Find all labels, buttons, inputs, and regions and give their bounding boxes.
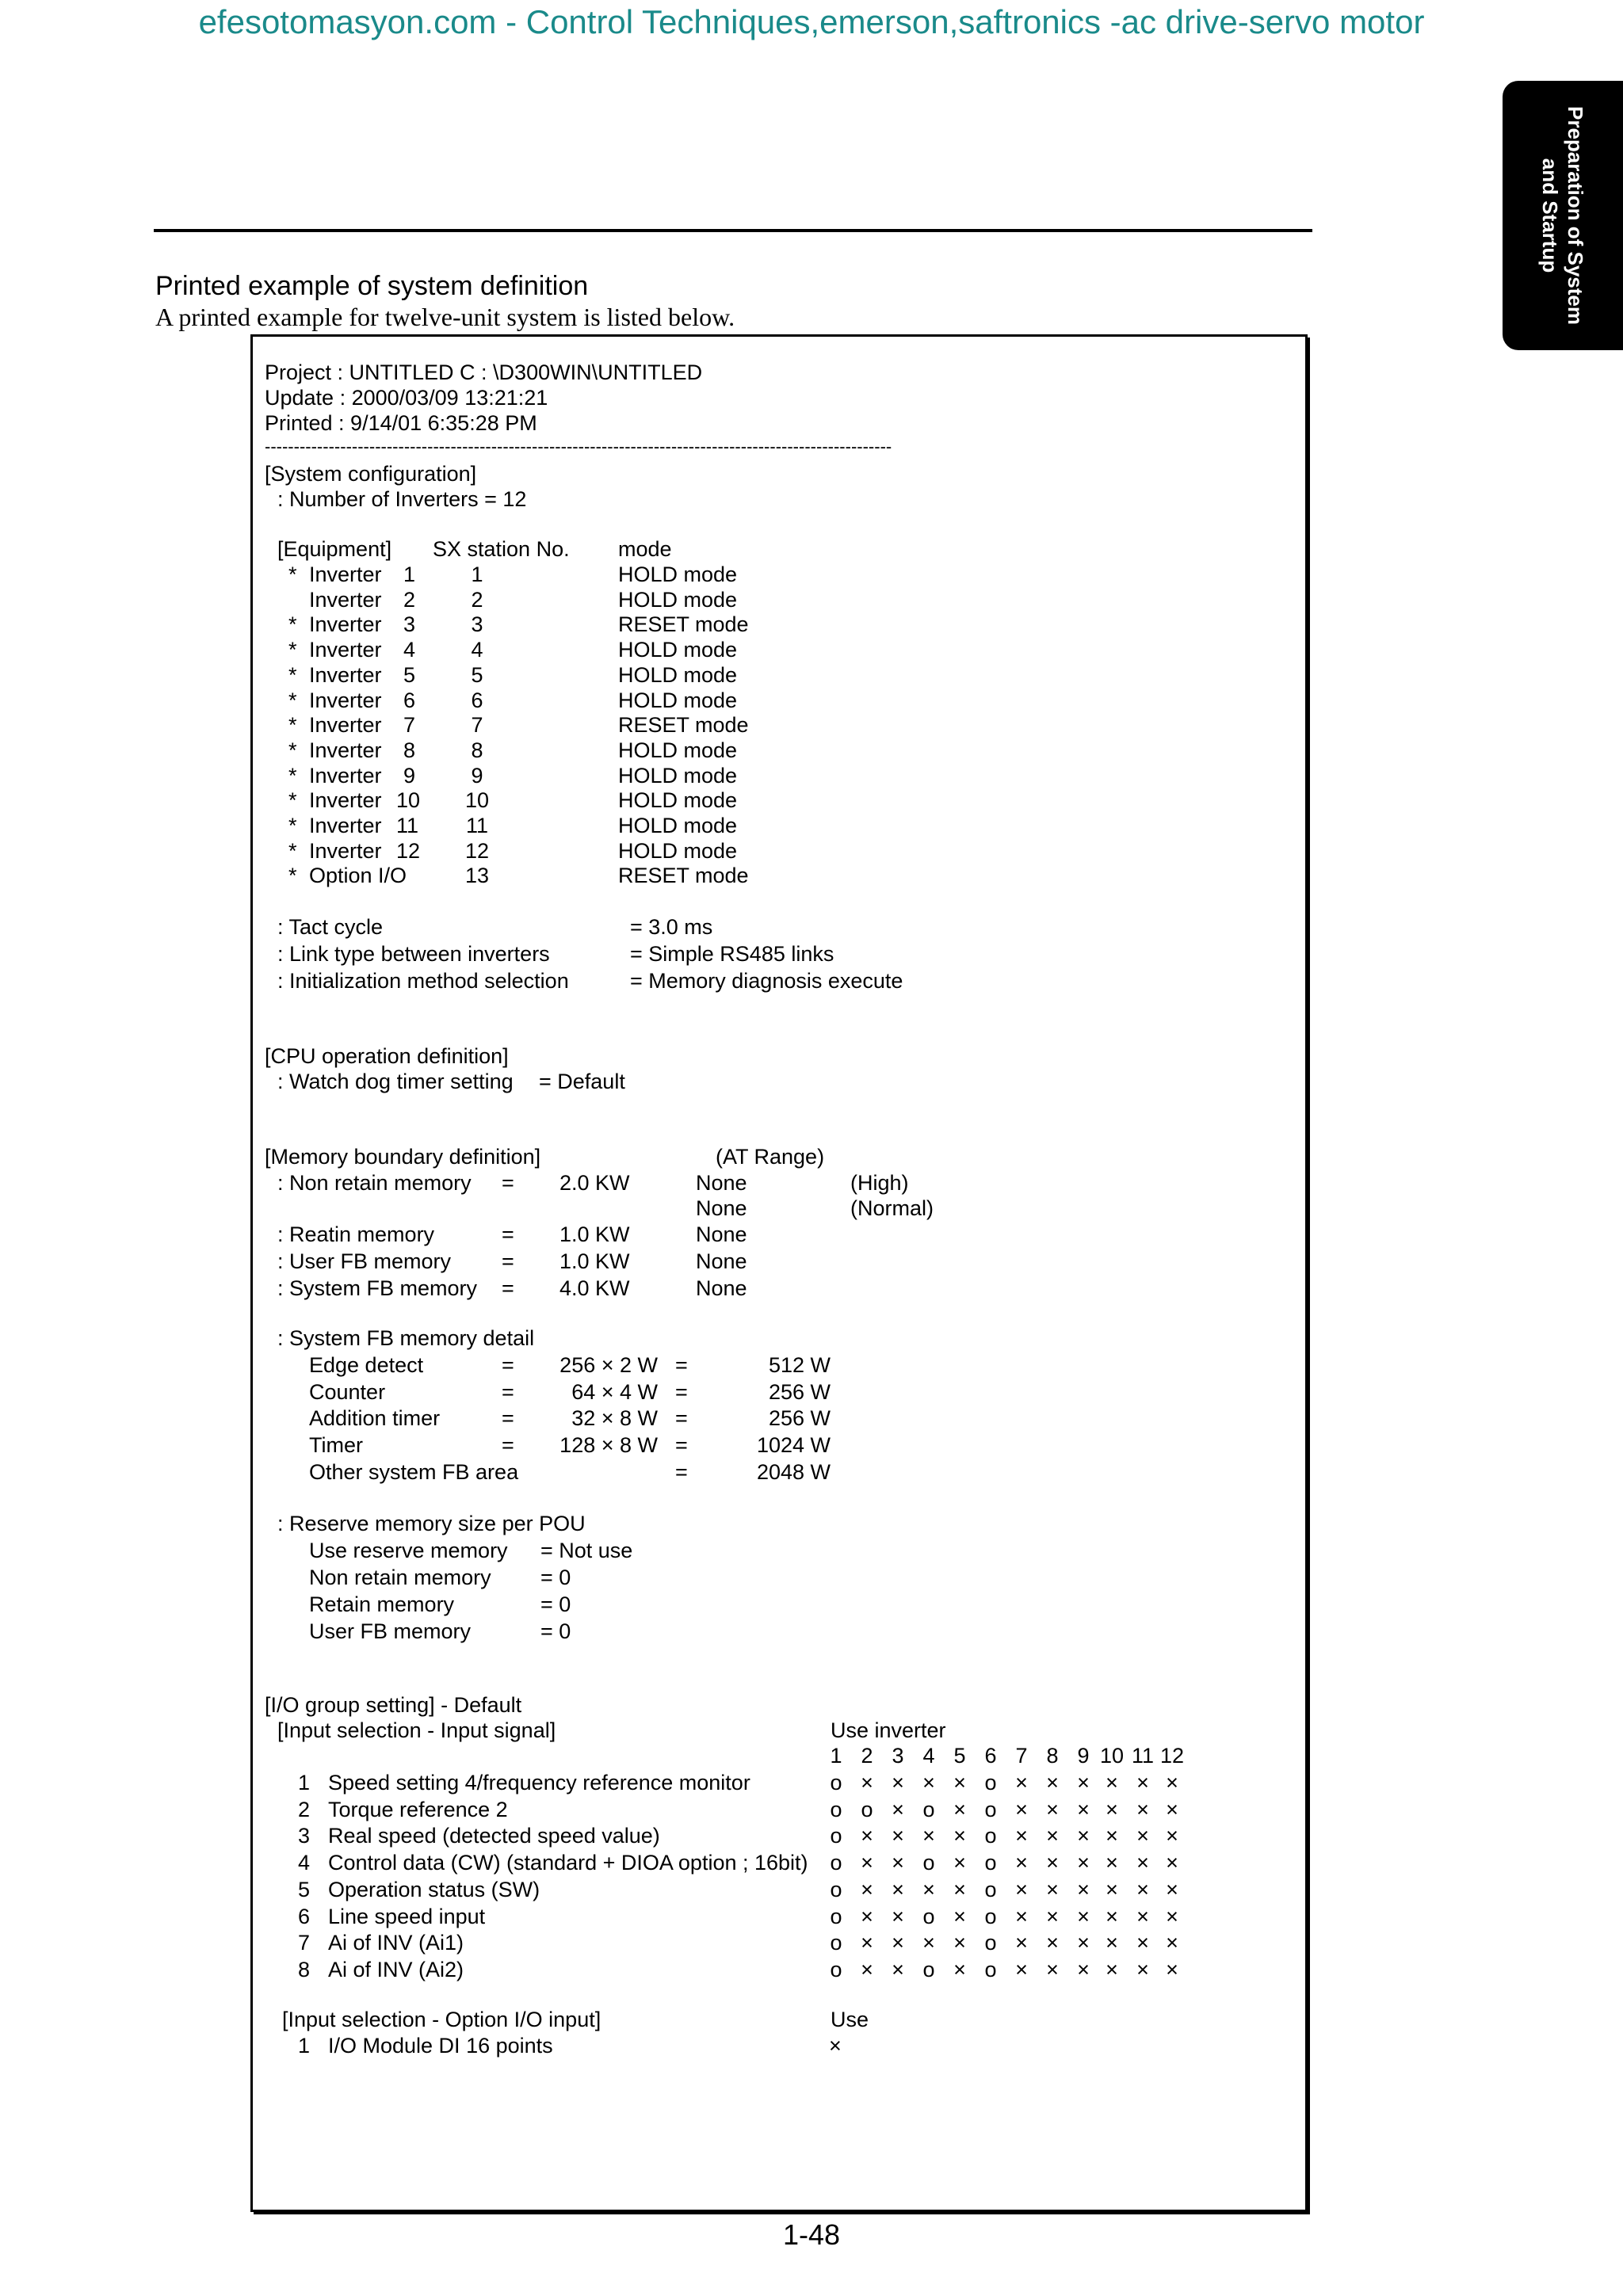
- memory-size: 1.0 KW: [559, 1249, 630, 1273]
- signal-mark: o: [830, 1904, 842, 1928]
- signal-mark: ×: [861, 1824, 873, 1848]
- reserve-value: = 0: [540, 1592, 571, 1616]
- inverter-number: 11: [1131, 1744, 1155, 1768]
- signal-mark: o: [861, 1797, 873, 1821]
- equipment-number: 11: [396, 814, 419, 837]
- memory-label: : Reatin memory: [277, 1222, 435, 1246]
- equipment-number: 9: [403, 763, 415, 788]
- equipment-mode: HOLD mode: [618, 638, 738, 662]
- signal-mark: ×: [953, 1904, 966, 1928]
- memory-label: : User FB memory: [277, 1249, 452, 1273]
- equipment-star: *: [288, 638, 297, 662]
- signal-no: 3: [298, 1824, 311, 1848]
- signal-mark: ×: [892, 1877, 904, 1901]
- inverter-number: 7: [1015, 1744, 1028, 1768]
- fb-total: 1024 W: [756, 1433, 831, 1458]
- reserve-label: Use reserve memory: [309, 1539, 508, 1562]
- equipment-mode: HOLD mode: [618, 788, 738, 813]
- reserve-value: = 0: [540, 1566, 571, 1589]
- signal-mark: ×: [1046, 1771, 1059, 1794]
- equipment-name: Inverter: [309, 612, 382, 637]
- use-inverter-header: Use inverter: [831, 1718, 946, 1742]
- signal-no: 6: [298, 1904, 311, 1928]
- signal-name: Real speed (detected speed value): [328, 1824, 660, 1848]
- fb-expr: 128 × 8 W: [559, 1433, 658, 1458]
- fb-eq2: =: [675, 1406, 688, 1431]
- fb-total: 256 W: [768, 1406, 831, 1431]
- signal-mark: ×: [1136, 1904, 1149, 1928]
- fb-expr: 64 × 4 W: [571, 1379, 658, 1404]
- signal-mark: ×: [1166, 1771, 1178, 1794]
- signal-mark: o: [922, 1904, 935, 1928]
- cpu-title: [CPU operation definition]: [265, 1044, 509, 1068]
- signal-mark: ×: [892, 1824, 904, 1848]
- equipment-station: 2: [471, 587, 483, 612]
- inverter-number: 6: [984, 1744, 997, 1768]
- system-config-title: [System configuration]: [265, 462, 477, 486]
- equipment-mode: HOLD mode: [618, 563, 738, 586]
- equipment-number: 4: [403, 638, 415, 662]
- fb-eq1: =: [502, 1433, 514, 1458]
- equipment-name: Inverter: [309, 838, 382, 863]
- memory-eq: =: [502, 1249, 514, 1273]
- memory-level: (High): [850, 1171, 909, 1195]
- equipment-station: 6: [471, 688, 483, 712]
- equipment-station: 11: [465, 814, 489, 837]
- signal-mark: o: [922, 1851, 935, 1875]
- equipment-mode: HOLD mode: [618, 738, 738, 762]
- signal-mark: o: [830, 1824, 842, 1848]
- signal-mark: o: [984, 1851, 997, 1875]
- signal-mark: o: [984, 1771, 997, 1794]
- fb-eq1: =: [502, 1353, 514, 1377]
- signal-no: 1: [298, 1771, 311, 1794]
- signal-mark: ×: [1015, 1771, 1028, 1794]
- signal-mark: ×: [1015, 1851, 1028, 1875]
- signal-no: 7: [298, 1931, 311, 1955]
- fb-name: Timer: [309, 1433, 363, 1458]
- equipment-station: 3: [471, 612, 483, 637]
- signal-name: Operation status (SW): [328, 1877, 540, 1901]
- signal-no: 4: [298, 1851, 311, 1875]
- equipment-number: 7: [403, 713, 415, 738]
- signal-mark: ×: [1077, 1824, 1090, 1848]
- equipment-mode: HOLD mode: [618, 763, 738, 788]
- signal-mark: ×: [1166, 1851, 1178, 1875]
- fb-total: 512 W: [768, 1353, 831, 1377]
- fb-name: Other system FB area: [309, 1459, 519, 1484]
- signal-mark: o: [830, 1957, 842, 1981]
- chapter-tab: [1503, 81, 1623, 350]
- signal-mark: ×: [892, 1957, 904, 1981]
- fb-eq1: =: [502, 1406, 514, 1431]
- equipment-name: Inverter: [309, 688, 382, 712]
- signal-mark: ×: [1077, 1851, 1090, 1875]
- equipment-star: *: [288, 838, 297, 863]
- signal-mark: o: [922, 1797, 935, 1821]
- signal-mark: ×: [953, 1851, 966, 1875]
- memory-size: 1.0 KW: [559, 1222, 630, 1246]
- equipment-station: 9: [471, 763, 483, 788]
- signal-mark: ×: [1136, 1877, 1149, 1901]
- signal-mark: ×: [1077, 1957, 1090, 1981]
- equipment-station: 12: [464, 838, 490, 863]
- memory-at: None: [696, 1249, 747, 1273]
- fb-name: Counter: [309, 1379, 386, 1404]
- signal-mark: ×: [1046, 1957, 1059, 1981]
- signal-name: Ai of INV (Ai2): [328, 1957, 464, 1981]
- signal-mark: o: [984, 1931, 997, 1955]
- signal-mark: o: [984, 1957, 997, 1981]
- equipment-name: Inverter: [309, 788, 382, 813]
- signal-mark: o: [922, 1957, 935, 1981]
- signal-mark: ×: [892, 1771, 904, 1794]
- setting-value: = Simple RS485 links: [630, 942, 834, 966]
- signal-mark: ×: [953, 1877, 966, 1901]
- signal-no: 8: [298, 1957, 311, 1981]
- signal-mark: ×: [892, 1931, 904, 1955]
- equipment-star: *: [288, 713, 297, 738]
- fb-detail-title: : System FB memory detail: [277, 1326, 535, 1350]
- equipment-number: 2: [403, 587, 415, 612]
- equipment-number: 8: [403, 738, 415, 762]
- option-row-name: I/O Module DI 16 points: [328, 2034, 553, 2058]
- frame-shadow-right: [1308, 338, 1310, 2214]
- inverter-number: 3: [892, 1744, 904, 1768]
- input-signal-title: [Input selection - Input signal]: [277, 1718, 556, 1742]
- equipment-mode: HOLD mode: [618, 838, 738, 863]
- memory-label: : System FB memory: [277, 1276, 478, 1300]
- equipment-star: *: [288, 738, 297, 762]
- memory-size: 4.0 KW: [559, 1276, 630, 1300]
- equipment-number: 5: [403, 662, 415, 687]
- signal-mark: ×: [1046, 1824, 1059, 1848]
- printed-line: Printed : 9/14/01 6:35:28 PM: [265, 411, 537, 435]
- signal-mark: o: [984, 1824, 997, 1848]
- signal-mark: ×: [861, 1771, 873, 1794]
- use-header: Use: [831, 2008, 869, 2031]
- equipment-number: 10: [396, 788, 421, 813]
- equipment-station: 13: [464, 864, 490, 888]
- equipment-mode: HOLD mode: [618, 814, 738, 837]
- equipment-number: 3: [403, 612, 415, 637]
- signal-mark: ×: [1166, 1824, 1178, 1848]
- signal-mark: ×: [861, 1957, 873, 1981]
- signal-mark: o: [830, 1797, 842, 1821]
- signal-mark: ×: [1106, 1851, 1118, 1875]
- station-header: SX station No.: [433, 537, 570, 561]
- signal-mark: ×: [1015, 1957, 1028, 1981]
- signal-mark: ×: [1106, 1904, 1118, 1928]
- memory-size: 2.0 KW: [559, 1171, 630, 1195]
- signal-mark: ×: [1166, 1931, 1178, 1955]
- signal-mark: ×: [1106, 1957, 1118, 1981]
- signal-mark: ×: [953, 1771, 966, 1794]
- signal-mark: ×: [922, 1931, 935, 1955]
- equipment-mode: RESET mode: [618, 864, 749, 888]
- site-banner[interactable]: efesotomasyon.com - Control Techniques,emerson,saftronics -ac drive-servo motor: [198, 3, 1425, 40]
- option-row-no: 1: [298, 2034, 311, 2058]
- memory-at: None: [696, 1171, 747, 1195]
- update-line: Update : 2000/03/09 13:21:21: [265, 386, 548, 410]
- signal-mark: ×: [1046, 1904, 1059, 1928]
- inverter-number: 8: [1046, 1744, 1059, 1768]
- signal-mark: o: [984, 1904, 997, 1928]
- signal-no: 2: [298, 1797, 311, 1821]
- reserve-label: Non retain memory: [309, 1566, 491, 1589]
- equipment-star: *: [288, 662, 297, 687]
- equipment-name: Inverter: [309, 713, 382, 738]
- signal-mark: o: [984, 1797, 997, 1821]
- memory-at: None: [696, 1222, 747, 1246]
- memory-label: : Non retain memory: [277, 1171, 472, 1195]
- fb-name: Edge detect: [309, 1353, 424, 1377]
- equipment-mode: HOLD mode: [618, 688, 738, 712]
- fb-expr: 256 × 2 W: [559, 1353, 658, 1377]
- signal-mark: ×: [1046, 1797, 1059, 1821]
- signal-mark: o: [830, 1877, 842, 1901]
- signal-mark: ×: [922, 1824, 935, 1848]
- equipment-star: *: [288, 864, 297, 888]
- fb-total: 2048 W: [756, 1459, 831, 1484]
- equipment-name: Inverter: [309, 738, 382, 762]
- memory-eq: =: [502, 1222, 514, 1246]
- equipment-star: *: [288, 612, 297, 637]
- signal-mark: ×: [1136, 1957, 1149, 1981]
- setting-label: : Tact cycle: [277, 915, 384, 939]
- signal-mark: ×: [1077, 1771, 1090, 1794]
- equipment-name: Inverter: [309, 587, 382, 612]
- equipment-star: *: [288, 788, 297, 813]
- setting-value: = Memory diagnosis execute: [630, 969, 903, 993]
- signal-mark: o: [830, 1931, 842, 1955]
- fb-total: 256 W: [768, 1379, 831, 1404]
- memory-title: [Memory boundary definition]: [265, 1145, 541, 1169]
- separator-line: ------------------------------------------------------------------------------------------------------------: [265, 437, 892, 456]
- signal-mark: ×: [1015, 1797, 1028, 1821]
- equipment-number: 12: [396, 838, 421, 863]
- signal-mark: ×: [922, 1877, 935, 1901]
- reserve-value: = Not use: [540, 1539, 633, 1562]
- inverter-number: 9: [1077, 1744, 1090, 1768]
- signal-mark: ×: [1046, 1851, 1059, 1875]
- signal-mark: ×: [1106, 1797, 1118, 1821]
- signal-mark: ×: [1166, 1877, 1178, 1901]
- setting-label: : Link type between inverters: [277, 942, 550, 966]
- signal-mark: ×: [1106, 1877, 1118, 1901]
- option-io-title: [Input selection - Option I/O input]: [282, 2008, 601, 2031]
- inverter-number: 1: [830, 1744, 842, 1768]
- watchdog-value: = Default: [539, 1070, 625, 1093]
- signal-mark: ×: [1077, 1931, 1090, 1955]
- setting-label: : Initialization method selection: [277, 969, 569, 993]
- fb-eq2: =: [675, 1433, 688, 1458]
- equipment-number: 6: [403, 688, 415, 712]
- equipment-station: 1: [471, 563, 483, 586]
- memory-level: (Normal): [850, 1196, 934, 1220]
- equipment-station: 5: [471, 662, 483, 687]
- signal-mark: ×: [1136, 1771, 1149, 1794]
- signal-mark: ×: [922, 1771, 935, 1794]
- equipment-star: *: [288, 563, 297, 586]
- signal-mark: ×: [1136, 1797, 1149, 1821]
- signal-mark: ×: [953, 1797, 966, 1821]
- equipment-star: *: [288, 763, 297, 788]
- frame-shadow-bottom: [254, 2212, 1310, 2214]
- signal-mark: ×: [953, 1931, 966, 1955]
- num-inverters: : Number of Inverters = 12: [277, 487, 527, 511]
- inverter-number: 4: [922, 1744, 935, 1768]
- equipment-station: 7: [471, 713, 483, 738]
- signal-mark: ×: [1166, 1904, 1178, 1928]
- signal-mark: ×: [861, 1877, 873, 1901]
- signal-mark: ×: [1136, 1851, 1149, 1875]
- signal-mark: ×: [1077, 1797, 1090, 1821]
- signal-mark: ×: [861, 1904, 873, 1928]
- project-line: Project : UNTITLED C : \D300WIN\UNTITLED: [265, 360, 703, 384]
- signal-name: Line speed input: [328, 1904, 486, 1928]
- signal-mark: ×: [892, 1851, 904, 1875]
- fb-eq2: =: [675, 1459, 688, 1484]
- signal-mark: ×: [1106, 1771, 1118, 1794]
- equipment-mode: HOLD mode: [618, 662, 738, 687]
- equipment-station: 4: [471, 638, 483, 662]
- inverter-number: 5: [953, 1744, 966, 1768]
- equipment-name: Inverter: [309, 814, 382, 837]
- signal-mark: o: [830, 1771, 842, 1794]
- equipment-name: Inverter: [309, 638, 382, 662]
- equipment-mode: RESET mode: [618, 612, 749, 637]
- signal-mark: o: [830, 1851, 842, 1875]
- memory-at: None: [696, 1276, 747, 1300]
- fb-name: Addition timer: [309, 1406, 441, 1431]
- chapter-tab-label: Preparation of System and Startup: [1538, 106, 1587, 325]
- equipment-mode: RESET mode: [618, 713, 749, 738]
- at-range-header: (AT Range): [716, 1145, 825, 1169]
- equipment-mode: HOLD mode: [618, 587, 738, 612]
- signal-mark: ×: [892, 1904, 904, 1928]
- signal-mark: ×: [953, 1824, 966, 1848]
- reserve-value: = 0: [540, 1619, 571, 1643]
- equipment-station: 8: [471, 738, 483, 762]
- signal-mark: ×: [861, 1931, 873, 1955]
- equipment-station: 10: [464, 788, 490, 813]
- equipment-star: *: [288, 814, 297, 837]
- signal-mark: ×: [1015, 1824, 1028, 1848]
- mode-header: mode: [618, 537, 672, 561]
- equipment-number: 1: [403, 563, 415, 586]
- equipment-star: *: [288, 688, 297, 712]
- page-number: 1-48: [782, 2218, 841, 2251]
- signal-mark: ×: [1015, 1931, 1028, 1955]
- memory-at: None: [696, 1196, 747, 1220]
- equipment-name: Inverter: [309, 763, 382, 788]
- signal-mark: ×: [1136, 1931, 1149, 1955]
- signal-mark: ×: [1106, 1824, 1118, 1848]
- inverter-number: 10: [1100, 1744, 1125, 1768]
- equipment-name: Inverter: [309, 662, 382, 687]
- signal-mark: ×: [1166, 1957, 1178, 1981]
- reserve-label: Retain memory: [309, 1592, 455, 1616]
- fb-expr: 32 × 8 W: [571, 1406, 658, 1431]
- signal-name: Control data (CW) (standard + DIOA option ; 16bit): [328, 1851, 808, 1875]
- fb-eq2: =: [675, 1353, 688, 1377]
- signal-name: Torque reference 2: [328, 1797, 508, 1821]
- equipment-header: [Equipment]: [277, 537, 392, 561]
- signal-mark: ×: [1046, 1931, 1059, 1955]
- memory-eq: =: [502, 1276, 514, 1300]
- fb-eq1: =: [502, 1379, 514, 1404]
- signal-name: Ai of INV (Ai1): [328, 1931, 464, 1955]
- signal-mark: ×: [892, 1797, 904, 1821]
- watchdog-label: : Watch dog timer setting: [277, 1070, 514, 1093]
- signal-name: Speed setting 4/frequency reference monitor: [328, 1771, 750, 1794]
- signal-mark: ×: [1046, 1877, 1059, 1901]
- signal-mark: ×: [1015, 1877, 1028, 1901]
- reserve-title: : Reserve memory size per POU: [277, 1512, 586, 1535]
- equipment-name: Option I/O: [309, 864, 407, 888]
- intro-text: A printed example for twelve-unit system is listed below.: [155, 303, 735, 331]
- reserve-label: User FB memory: [309, 1619, 472, 1643]
- signal-mark: ×: [1015, 1904, 1028, 1928]
- setting-value: = 3.0 ms: [630, 915, 713, 939]
- signal-mark: ×: [1106, 1931, 1118, 1955]
- inverter-number: 12: [1160, 1744, 1185, 1768]
- header-rule: [154, 229, 1312, 232]
- signal-mark: ×: [1077, 1904, 1090, 1928]
- option-row-mark: ×: [829, 2034, 842, 2058]
- signal-mark: ×: [1077, 1877, 1090, 1901]
- memory-eq: =: [502, 1171, 514, 1195]
- signal-mark: ×: [1136, 1824, 1149, 1848]
- inverter-number: 2: [861, 1744, 873, 1768]
- equipment-name: Inverter: [309, 563, 382, 586]
- signal-mark: ×: [861, 1851, 873, 1875]
- io-title: [I/O group setting] - Default: [265, 1693, 522, 1717]
- signal-mark: o: [984, 1877, 997, 1901]
- signal-no: 5: [298, 1877, 311, 1901]
- signal-mark: ×: [953, 1957, 966, 1981]
- signal-mark: ×: [1166, 1797, 1178, 1821]
- fb-eq2: =: [675, 1379, 688, 1404]
- section-heading: Printed example of system definition: [155, 271, 589, 301]
